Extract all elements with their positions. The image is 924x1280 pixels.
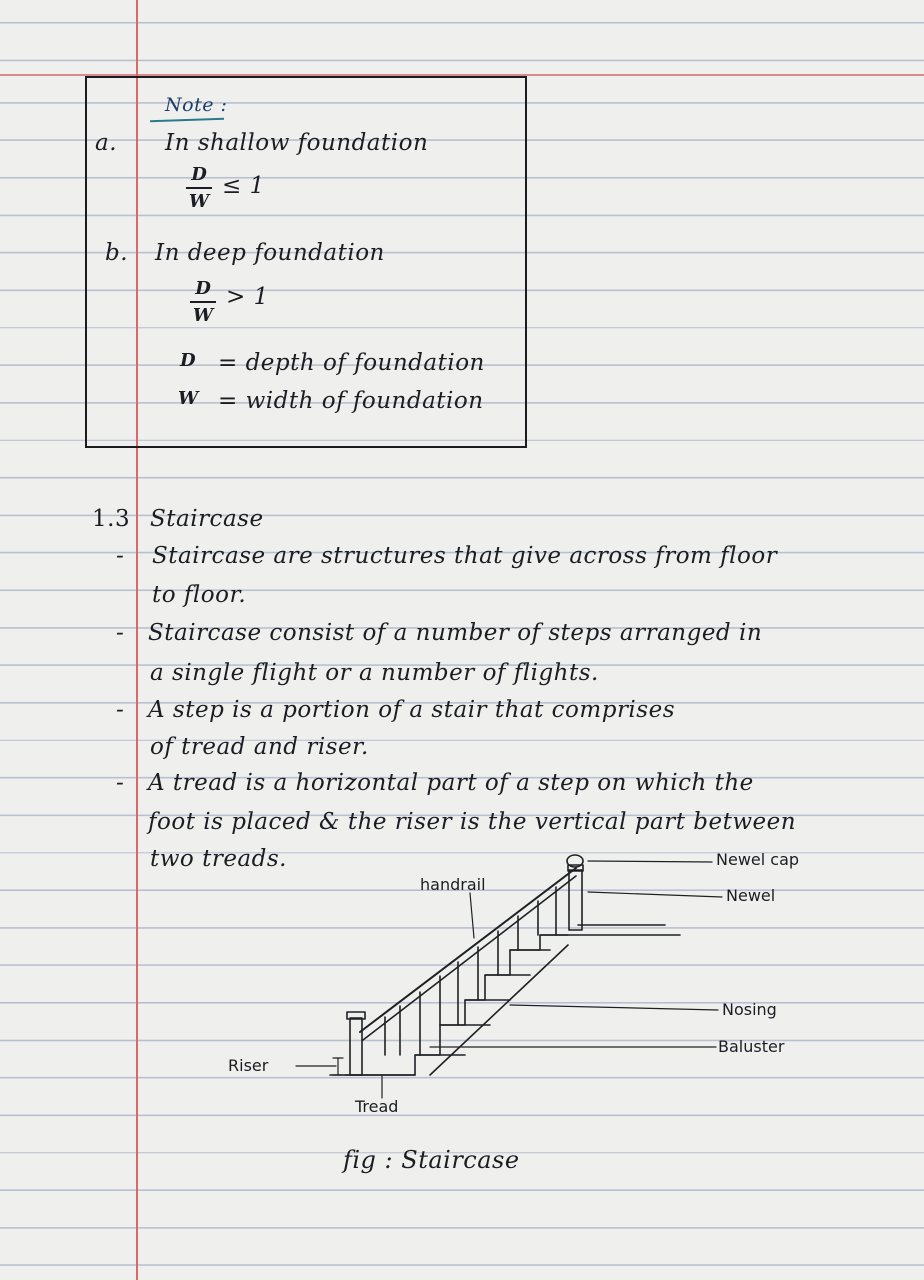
note-item-a-text: In shallow foundation (165, 130, 429, 156)
label-newel: Newel (726, 886, 776, 905)
bullet-line: A tread is a horizontal part of a step on which the (148, 770, 754, 796)
bullet-line: two treads. (150, 846, 287, 872)
relation-a: ≤ 1 (222, 173, 265, 199)
bullet-marker: - (116, 620, 125, 646)
label-baluster: Baluster (718, 1037, 785, 1056)
bullet-line: A step is a portion of a stair that comprises (148, 697, 676, 723)
balusters (385, 887, 556, 1055)
label-leader-lines (296, 861, 722, 1098)
bullet-line: of tread and riser. (150, 734, 369, 760)
note-item-b-text: In deep foundation (155, 240, 385, 266)
note-item-a-marker: a. (95, 130, 118, 156)
bottom-newel-post (347, 1012, 365, 1075)
definition-symbol-depth: D (180, 350, 197, 371)
definition-text-depth: = depth of foundation (218, 350, 485, 376)
bullet-line: Staircase are structures that give across from floor (152, 543, 778, 569)
bullet-marker: - (116, 543, 125, 569)
label-handrail: handrail (420, 875, 486, 894)
bullet-line: a single flight or a number of flights. (150, 660, 599, 686)
definition-text-width: = width of foundation (218, 388, 484, 414)
section-title: Staircase (150, 506, 264, 532)
bullet-line: foot is placed & the riser is the vertical part between (148, 809, 797, 835)
bullet-line: Staircase consist of a number of steps arranged in (148, 620, 763, 646)
note-item-b-marker: b. (105, 240, 129, 266)
note-heading: Note : (165, 94, 228, 116)
fraction-numerator: D (195, 278, 211, 299)
bullet-line: to floor. (152, 582, 247, 608)
fraction-numerator: D (191, 164, 207, 185)
label-riser: Riser (228, 1056, 269, 1075)
stair-steps (330, 925, 680, 1075)
bullet-marker: - (116, 770, 125, 796)
fraction-denominator: W (188, 191, 210, 212)
label-nosing: Nosing (722, 1000, 777, 1019)
fraction-denominator: W (192, 305, 214, 326)
section-number: 1.3 (92, 506, 131, 532)
label-tread: Tread (355, 1097, 399, 1116)
label-newel-cap: Newel cap (716, 850, 800, 869)
definition-symbol-width: W (178, 388, 199, 409)
relation-b: > 1 (226, 284, 269, 310)
bullet-marker: - (116, 697, 125, 723)
top-newel-post (567, 855, 583, 930)
figure-caption: fig : Staircase (343, 1146, 520, 1174)
